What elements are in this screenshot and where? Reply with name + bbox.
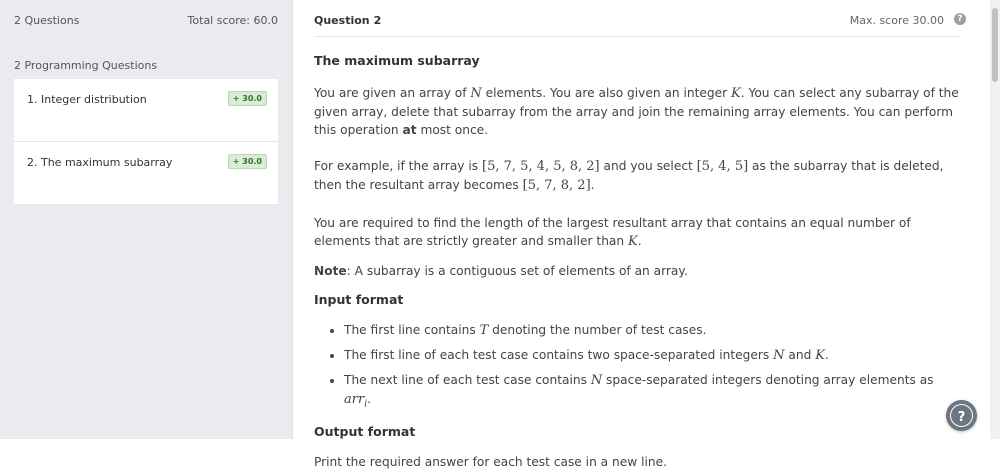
output-format-text: Print the required answer for each test case in a new line. [314,455,667,470]
section-label: 2 Programming Questions [14,59,158,72]
help-button[interactable] [946,400,977,431]
input-format-heading: Input format [314,292,404,307]
score-badge: + 30.0 [228,154,267,169]
questions-count: 2 Questions [14,14,80,27]
question-mark-icon: ? [957,410,966,425]
list-item: • The first line contains T denoting the number of test cases. [344,321,960,340]
total-score: Total score: 60.0 [187,14,278,27]
max-score: Max. score 30.00 [849,14,944,27]
list-item: • The next line of each test case contains N space-separated integers denoting array elements as arr$_i$. [344,371,960,413]
problem-statement [314,52,960,471]
input-format-list [314,321,960,413]
paragraph-intro: You are given an array of N elements. You are also given an integer K. You can select any subarray of the given array, delete that subarray from the array and join the remaining array elements. You can perform this operation at most once. [314,86,959,137]
sidebar-header [14,14,278,27]
paragraph-example: For example, if the array is [5, 7, 5, 4, 5, 8, 2] and you select [5, 4, 5] as the subarray that is deleted, then the resultant array becomes [5, 7, 8, 2]. [314,159,944,193]
output-format-heading: Output format [314,424,416,440]
question-item-label: 2. The maximum subarray [27,156,173,169]
question-header [314,0,963,37]
page-scrollbar[interactable] [990,0,1000,439]
question-list [14,79,278,205]
score-badge: + 30.0 [228,91,267,106]
paragraph-task: You are required to find the length of the largest resultant array that contains an equal number of elements that are strictly greater and smaller than K. [314,216,911,249]
problem-title: The maximum subarray [314,53,480,68]
question-item-maximum-subarray[interactable] [14,142,278,205]
question-item-integer-distribution[interactable] [14,79,278,142]
question-panel [293,0,990,470]
scrollbar-thumb[interactable] [992,8,998,82]
question-sidebar [0,0,293,439]
question-number: 2 [373,14,382,27]
help-icon[interactable]: ? [954,13,966,25]
question-item-label: 1. Integer distribution [27,93,147,106]
question-label [314,14,381,27]
question-word: Question [314,14,370,27]
paragraph-note: Note: A subarray is a contiguous set of elements of an array. [314,264,688,278]
list-item: • The first line of each test case contains two space-separated integers N and K. [344,346,960,365]
